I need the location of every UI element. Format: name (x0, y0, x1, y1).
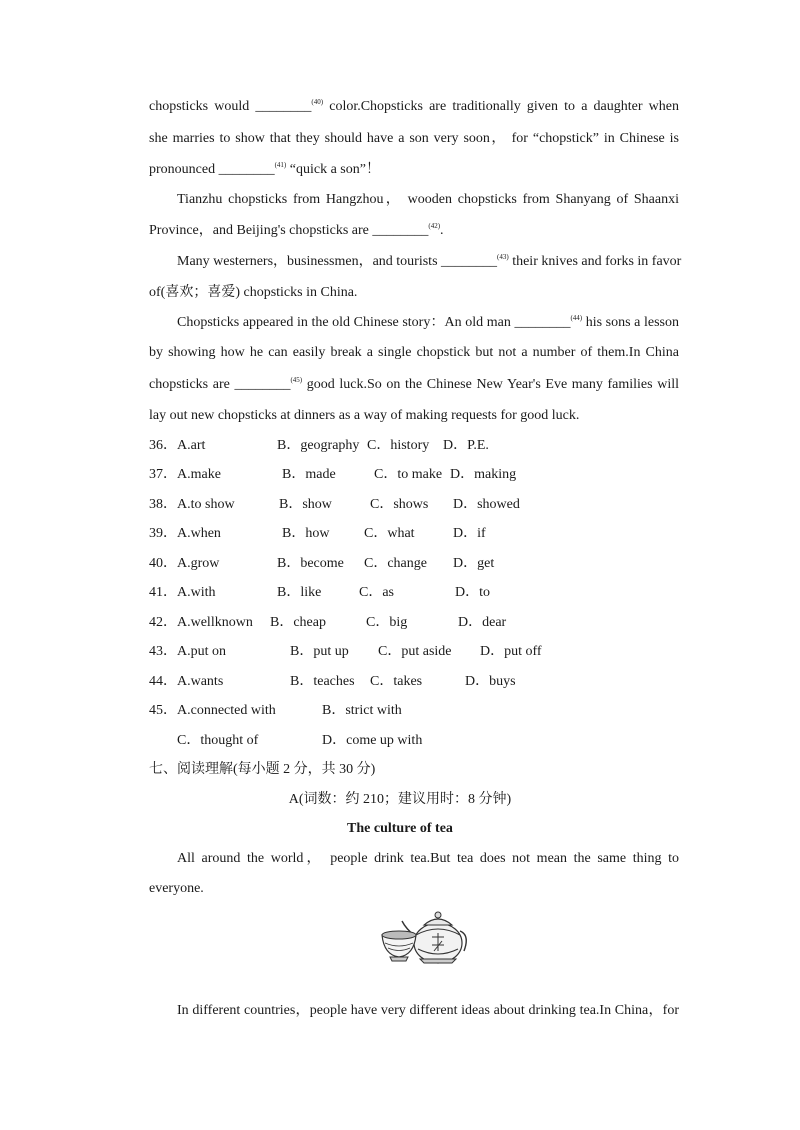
passage-line-6: Many westerners，businessmen，and tourists ________$^{(43)}$ their knives and forks in favor (177, 253, 682, 269)
question-number: 38． (149, 497, 177, 512)
article-paragraph-2: In different countries，people have very different ideas about drinking tea.In China，for (177, 1003, 679, 1018)
question-number: 36． (149, 438, 177, 453)
blank-marker-42: (42) (428, 222, 441, 230)
article-paragraph-1-cont: everyone. (149, 881, 204, 896)
option-b: B．made (282, 467, 336, 482)
question-number: 43． (149, 644, 177, 659)
option-d: D．showed (453, 497, 520, 512)
option-a: A.with (177, 585, 216, 600)
option-a: A.wants (177, 674, 224, 689)
passage-line-3: pronounced ________$^{(41)}$ “quick a son”！ (149, 161, 380, 177)
option-b: B．strict with (322, 703, 402, 718)
passage-line-8: Chopsticks appeared in the old Chinese story：An old man ________$^{(44)}$ his sons a lesson (177, 314, 679, 330)
option-a: A.when (177, 526, 221, 541)
option-d: D．put off (480, 644, 542, 659)
option-c: C．big (366, 615, 408, 630)
option-d: D．making (450, 467, 517, 482)
option-c: C．change (364, 556, 427, 571)
passage-line-2: she marries to show that they should have a son very soon， for “chopstick” in Chinese is (149, 131, 679, 146)
question-number: 42． (149, 615, 177, 630)
option-a: A.make (177, 467, 221, 482)
option-b: B．how (282, 526, 330, 541)
article-paragraph-1: All around the world， people drink tea.But tea does not mean the same thing to (177, 851, 679, 866)
option-a: A.put on (177, 644, 226, 659)
option-d: D．get (453, 556, 495, 571)
option-a: A.art (177, 438, 206, 453)
option-d: D．if (453, 526, 486, 541)
option-c: C．shows (370, 497, 429, 512)
question-number: 39． (149, 526, 177, 541)
option-c: C．as (359, 585, 394, 600)
article-title: The culture of tea (347, 821, 453, 836)
option-b: B．like (277, 585, 322, 600)
passage-line-4: Tianzhu chopsticks from Hangzhou， wooden chopsticks from Shanyang of Shaanxi (177, 192, 679, 207)
passage-line-5: Province，and Beijing's chopsticks are ________$^{(42)}$. (149, 222, 444, 238)
option-b: B．show (279, 497, 332, 512)
passage-line-9: by showing how he can easily break a single chopstick but not a number of them.In China (149, 345, 679, 360)
blank-marker-41: (41) (274, 161, 287, 169)
option-d: D．dear (458, 615, 507, 630)
option-d: D．to (455, 585, 490, 600)
option-a: A.to show (177, 497, 235, 512)
option-c: C．takes (370, 674, 423, 689)
option-b: B．cheap (270, 615, 326, 630)
passage-line-11: lay out new chopsticks at dinners as a way of making requests for good luck. (149, 408, 580, 423)
blank-marker-43: (43) (497, 253, 509, 261)
option-d: D．come up with (322, 733, 423, 748)
option-b: B．become (277, 556, 344, 571)
option-b: B．put up (290, 644, 349, 659)
section-heading: 七、阅读理解(每小题 2 分，共 30 分) (149, 762, 376, 777)
option-c: C．history (367, 438, 430, 453)
option-b: B．teaches (290, 674, 355, 689)
question-number: 37． (149, 467, 177, 482)
blank-marker-45: (45) (290, 376, 303, 384)
blank-marker-44: (44) (570, 314, 583, 322)
passage-line-10: chopsticks are ________$^{(45)}$ good luck.So on the Chinese New Year's Eve many families will (149, 376, 679, 392)
passage-line-1: chopsticks would ________$^{(40)}$ color.Chopsticks are traditionally given to a daughter when (149, 98, 680, 114)
question-number: 45． (149, 703, 177, 718)
question-number: 40． (149, 556, 177, 571)
option-d: D．P.E. (443, 438, 489, 453)
option-c: C．what (364, 526, 415, 541)
blank-marker-40: (40) (311, 98, 324, 106)
option-b: B．geography (277, 438, 360, 453)
teapot-and-teacup-icon (380, 905, 470, 969)
option-a: A.wellknown (177, 615, 253, 630)
option-c: C．thought of (177, 733, 259, 748)
question-number: 41． (149, 585, 177, 600)
option-a: A.grow (177, 556, 220, 571)
passage-line-7: of(喜欢；喜爱) chopsticks in China. (149, 285, 358, 300)
option-a: A.connected with (177, 703, 276, 718)
option-c: C．to make (374, 467, 443, 482)
section-subheading: A(词数：约 210；建议用时：8 分钟) (288, 792, 512, 807)
option-d: D．buys (465, 674, 516, 689)
option-c: C．put aside (378, 644, 452, 659)
question-number: 44． (149, 674, 177, 689)
